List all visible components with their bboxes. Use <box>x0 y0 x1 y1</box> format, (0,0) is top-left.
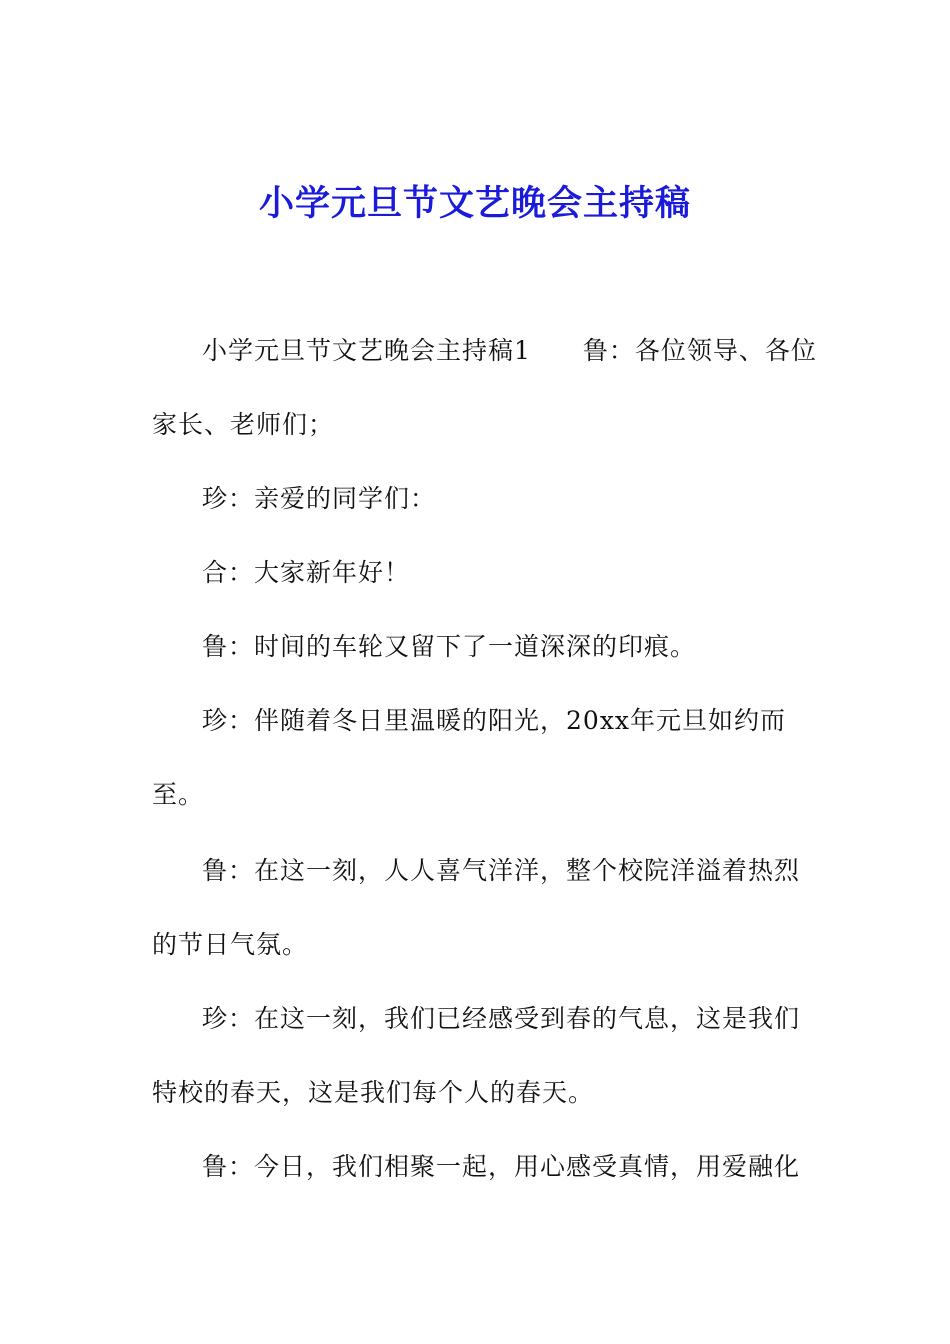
paragraph-line: 鲁：在这一刻，人人喜气洋洋，整个校院洋溢着热烈 <box>202 856 801 885</box>
paragraph-line: 合：大家新年好！ <box>202 558 411 587</box>
paragraph-line: 家长、老师们； <box>152 410 335 439</box>
paragraph-line: 至。 <box>152 780 205 809</box>
paragraph-line: 小学元旦节文艺晚会主持稿1 鲁：各位领导、各位 <box>202 336 817 365</box>
paragraph-line: 鲁：今日，我们相聚一起，用心感受真情，用爱融化 <box>202 1152 801 1181</box>
paragraph-line: 特校的春天，这是我们每个人的春天。 <box>152 1078 595 1107</box>
paragraph-line: 的节日气氛。 <box>152 930 309 959</box>
paragraph-line: 珍：亲爱的同学们： <box>202 484 437 513</box>
paragraph-line: 珍：在这一刻，我们已经感受到春的气息，这是我们 <box>202 1004 801 1033</box>
document-title: 小学元旦节文艺晚会主持稿 <box>258 183 691 224</box>
paragraph-line: 珍：伴随着冬日里温暖的阳光，20xx年元旦如约而 <box>202 706 787 735</box>
paragraph-line: 鲁：时间的车轮又留下了一道深深的印痕。 <box>202 632 697 661</box>
